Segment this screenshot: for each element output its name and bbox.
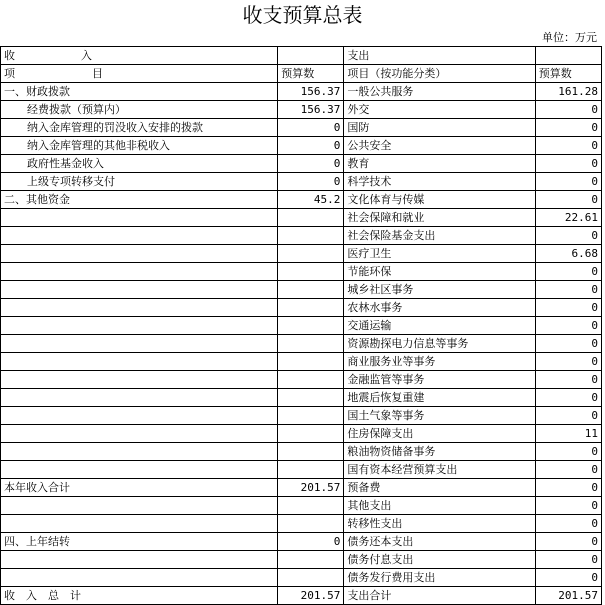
- income-value-cell: [278, 443, 344, 461]
- income-item-cell: 收 入 总 计: [1, 587, 278, 605]
- expense-value-cell: 0: [535, 281, 601, 299]
- header-row-1: [1, 47, 602, 65]
- expense-item-cell: 交通运输: [344, 317, 535, 335]
- table-row: [1, 479, 602, 497]
- expense-value-cell: 0: [535, 155, 601, 173]
- income-item-cell: [1, 443, 278, 461]
- income-item-cell: 二、其他资金: [1, 191, 278, 209]
- table-row: [1, 137, 602, 155]
- table-row: [1, 101, 602, 119]
- income-item-cell: [1, 425, 278, 443]
- table-row: [1, 317, 602, 335]
- header-row-2: [1, 65, 602, 83]
- expense-value-cell: 0: [535, 443, 601, 461]
- budget-table: [0, 46, 602, 605]
- expense-value-cell: 22.61: [535, 209, 601, 227]
- expense-value-cell: 0: [535, 299, 601, 317]
- table-row: [1, 119, 602, 137]
- expense-value-cell: 0: [535, 137, 601, 155]
- expense-value-cell: 0: [535, 101, 601, 119]
- expense-item-cell: 国有资本经营预算支出: [344, 461, 535, 479]
- expense-value-cell: 0: [535, 173, 601, 191]
- income-item-cell: [1, 353, 278, 371]
- table-row: [1, 299, 602, 317]
- expense-item-cell: 社会保障和就业: [344, 209, 535, 227]
- expense-value-cell: 0: [535, 479, 601, 497]
- table-row: [1, 263, 602, 281]
- expense-item-cell: 医疗卫生: [344, 245, 535, 263]
- income-header-blank: [278, 47, 344, 65]
- expense-item-cell: 金融监管等事务: [344, 371, 535, 389]
- income-value-cell: [278, 551, 344, 569]
- income-item-cell: [1, 263, 278, 281]
- expense-item-cell: 外交: [344, 101, 535, 119]
- expense-value-cell: 0: [535, 191, 601, 209]
- expense-value-cell: 6.68: [535, 245, 601, 263]
- expense-item-cell: 债务发行费用支出: [344, 569, 535, 587]
- table-row: [1, 155, 602, 173]
- income-value-cell: [278, 461, 344, 479]
- expense-item-cell: 国土气象等事务: [344, 407, 535, 425]
- income-item-cell: [1, 389, 278, 407]
- expense-item-cell: 粮油物资储备事务: [344, 443, 535, 461]
- expense-value-cell: 0: [535, 407, 601, 425]
- table-row: [1, 389, 602, 407]
- expense-item-cell: 支出合计: [344, 587, 535, 605]
- income-item-cell: 四、上年结转: [1, 533, 278, 551]
- expense-value-cell: 0: [535, 515, 601, 533]
- income-item-cell: [1, 299, 278, 317]
- income-item-cell: [1, 371, 278, 389]
- expense-item-cell: 地震后恢复重建: [344, 389, 535, 407]
- income-value-cell: [278, 209, 344, 227]
- expense-value-cell: 0: [535, 461, 601, 479]
- expense-item-cell: 债务还本支出: [344, 533, 535, 551]
- income-item-cell: 政府性基金收入: [1, 155, 278, 173]
- income-item-cell: [1, 551, 278, 569]
- income-item-cell: [1, 407, 278, 425]
- expense-item-cell: 城乡社区事务: [344, 281, 535, 299]
- income-item-cell: [1, 335, 278, 353]
- income-item-cell: [1, 317, 278, 335]
- expense-value-cell: 161.28: [535, 83, 601, 101]
- expense-header: 支出: [344, 47, 535, 65]
- table-row: [1, 353, 602, 371]
- table-row: [1, 425, 602, 443]
- income-item-cell: 经费拨款（预算内）: [1, 101, 278, 119]
- income-value-cell: [278, 299, 344, 317]
- income-value-cell: [278, 425, 344, 443]
- income-value-cell: 156.37: [278, 83, 344, 101]
- income-value-cell: [278, 371, 344, 389]
- expense-item-cell: 社会保险基金支出: [344, 227, 535, 245]
- income-value-cell: [278, 389, 344, 407]
- expense-item-cell: 文化体育与传媒: [344, 191, 535, 209]
- expense-value-cell: 0: [535, 569, 601, 587]
- income-value-cell: [278, 317, 344, 335]
- income-item-cell: 上级专项转移支付: [1, 173, 278, 191]
- page-title: 收支预算总表: [242, 3, 363, 27]
- table-row: [1, 497, 602, 515]
- expense-item-cell: 农林水事务: [344, 299, 535, 317]
- income-value-cell: [278, 263, 344, 281]
- income-header: 收 入: [1, 47, 278, 65]
- income-value-cell: 45.2: [278, 191, 344, 209]
- income-value-cell: 0: [278, 173, 344, 191]
- income-value-cell: [278, 281, 344, 299]
- expense-value-cell: 0: [535, 533, 601, 551]
- table-row: [1, 173, 602, 191]
- table-row: [1, 209, 602, 227]
- table-row: [1, 443, 602, 461]
- income-value-cell: [278, 227, 344, 245]
- income-value-cell: [278, 245, 344, 263]
- income-item-cell: [1, 281, 278, 299]
- expense-value-cell: 0: [535, 335, 601, 353]
- table-row: [1, 281, 602, 299]
- expense-item-cell: 住房保障支出: [344, 425, 535, 443]
- table-row: [1, 191, 602, 209]
- expense-value-cell: 0: [535, 227, 601, 245]
- income-value-cell: [278, 353, 344, 371]
- table-row: [1, 515, 602, 533]
- expense-value-cell: 11: [535, 425, 601, 443]
- income-value-cell: [278, 407, 344, 425]
- expense-value-cell: 0: [535, 119, 601, 137]
- expense-value-cell: 0: [535, 317, 601, 335]
- table-row: [1, 461, 602, 479]
- unit-label: 单位：万元: [542, 31, 597, 44]
- income-value-cell: [278, 515, 344, 533]
- table-row: [1, 83, 602, 101]
- income-item-cell: [1, 461, 278, 479]
- expense-value-cell: 0: [535, 353, 601, 371]
- income-item-cell: [1, 515, 278, 533]
- table-row: [1, 551, 602, 569]
- income-value-cell: [278, 335, 344, 353]
- income-value-cell: 0: [278, 155, 344, 173]
- expense-header-blank: [535, 47, 601, 65]
- income-value-cell: 201.57: [278, 587, 344, 605]
- table-row: [1, 371, 602, 389]
- expense-budget-header: 预算数: [535, 65, 601, 83]
- income-item-cell: [1, 569, 278, 587]
- expense-item-cell: 节能环保: [344, 263, 535, 281]
- table-row: [1, 533, 602, 551]
- table-row: [1, 227, 602, 245]
- income-value-cell: 0: [278, 533, 344, 551]
- expense-value-cell: 0: [535, 263, 601, 281]
- expense-item-cell: 转移性支出: [344, 515, 535, 533]
- income-item-cell: [1, 227, 278, 245]
- expense-value-cell: 0: [535, 551, 601, 569]
- expense-item-cell: 债务付息支出: [344, 551, 535, 569]
- income-item-cell: [1, 209, 278, 227]
- expense-value-cell: 0: [535, 389, 601, 407]
- table-row: [1, 335, 602, 353]
- table-row: [1, 587, 602, 605]
- income-value-cell: 0: [278, 119, 344, 137]
- income-value-cell: [278, 569, 344, 587]
- expense-item-cell: 公共安全: [344, 137, 535, 155]
- income-value-cell: 156.37: [278, 101, 344, 119]
- expense-item-cell: 教育: [344, 155, 535, 173]
- expense-item-cell: 国防: [344, 119, 535, 137]
- expense-item-cell: 预备费: [344, 479, 535, 497]
- expense-value-cell: 0: [535, 497, 601, 515]
- income-value-cell: 201.57: [278, 479, 344, 497]
- income-item-cell: 纳入金库管理的其他非税收入: [1, 137, 278, 155]
- table-row: [1, 569, 602, 587]
- expense-item-cell: 其他支出: [344, 497, 535, 515]
- income-item-cell: 一、财政拨款: [1, 83, 278, 101]
- table-row: [1, 407, 602, 425]
- income-value-cell: [278, 497, 344, 515]
- expense-item-cell: 一般公共服务: [344, 83, 535, 101]
- expense-item-header: 项目（按功能分类）: [344, 65, 535, 83]
- income-item-cell: [1, 497, 278, 515]
- budget-header: 预算数: [278, 65, 344, 83]
- expense-item-cell: 科学技术: [344, 173, 535, 191]
- expense-value-cell: 201.57: [535, 587, 601, 605]
- expense-value-cell: 0: [535, 371, 601, 389]
- income-item-cell: 纳入金库管理的罚没收入安排的拨款: [1, 119, 278, 137]
- income-item-cell: [1, 245, 278, 263]
- expense-item-cell: 资源勘探电力信息等事务: [344, 335, 535, 353]
- item-header: 项 目: [1, 65, 278, 83]
- income-item-cell: 本年收入合计: [1, 479, 278, 497]
- income-value-cell: 0: [278, 137, 344, 155]
- table-row: [1, 245, 602, 263]
- expense-item-cell: 商业服务业等事务: [344, 353, 535, 371]
